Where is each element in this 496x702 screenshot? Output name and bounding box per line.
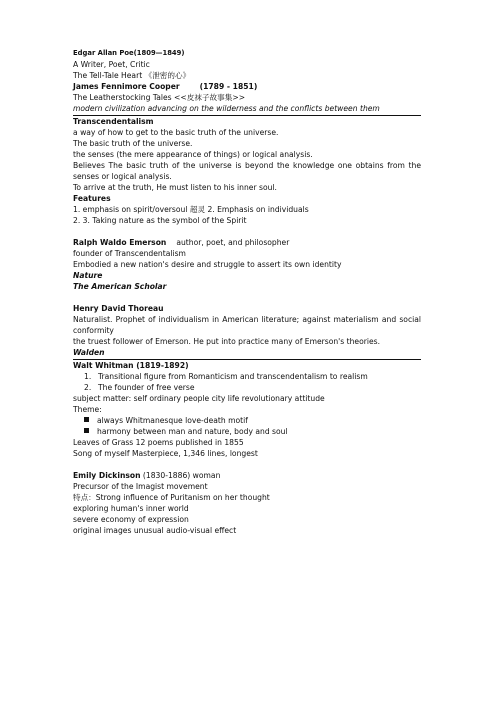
dickinson-line-1: Precursor of the Imagist movement — [73, 482, 208, 491]
transcendentalism-heading: Transcendentalism — [73, 117, 154, 126]
list-text: The founder of free verse — [98, 383, 195, 392]
transcendentalism-line-1: a way of how to get to the basic truth of the universe. — [73, 128, 279, 137]
spacer — [73, 226, 421, 237]
emerson-line-2: Embodied a new nation's desire and struggle to assert its own identity — [73, 260, 342, 269]
transcendentalism-line-3: the senses (the mere appearance of things) or logical analysis. — [73, 150, 313, 159]
square-bullet-icon — [84, 428, 89, 433]
whitman-theme-label: Theme: — [73, 405, 102, 414]
cooper-line-2: modern civilization advancing on the wilderness and the conflicts between them — [73, 104, 380, 113]
square-bullet-icon — [84, 417, 89, 422]
features-line-2: 2. 3. Taking nature as the symbol of the Spirit — [73, 216, 247, 225]
dickinson-line-5: original images unusual audio-visual effect — [73, 526, 237, 535]
whitman-bullet-2 — [73, 426, 421, 437]
dickinson-heading: Emily Dickinson — [73, 471, 141, 480]
emerson-work-2: The American Scholar — [73, 282, 167, 291]
list-number: 2. — [84, 383, 92, 392]
emerson-heading-row — [73, 237, 421, 248]
cooper-heading: James Fennimore Cooper — [73, 82, 180, 91]
poe-heading: Edgar Allan Poe(1809—1849) — [73, 49, 185, 57]
emerson-line-1: founder of Transcendentalism — [73, 249, 186, 258]
whitman-subject: subject matter: self ordinary people city life revolutionary attitude — [73, 394, 325, 403]
thoreau-heading: Henry David Thoreau — [73, 304, 164, 313]
thoreau-paragraph: Naturalist. Prophet of individualism in American literature; against materialism and social conformity — [73, 315, 421, 335]
thoreau-line: the truest follower of Emerson. He put into practice many of Emerson's theories. — [73, 337, 381, 346]
thoreau-work: Walden — [73, 348, 105, 357]
dickinson-line-3: exploring human's inner world — [73, 504, 189, 513]
whitman-bullet-1 — [73, 415, 421, 426]
cooper-line-1: The Leatherstocking Tales <<皮袜子故事集>> — [73, 93, 246, 102]
dickinson-heading-rest: (1830-1886) woman — [140, 471, 221, 480]
emerson-work-1: Nature — [73, 271, 103, 280]
dickinson-line-4: severe economy of expression — [73, 515, 189, 524]
document-body — [73, 48, 421, 536]
bullet-text: harmony between man and nature, body and soul — [97, 427, 288, 436]
whitman-leaves: Leaves of Grass 12 poems published in 1855 — [73, 438, 244, 447]
whitman-item-1 — [73, 371, 421, 382]
poe-line-1: A Writer, Poet, Critic — [73, 60, 150, 69]
emerson-role: author, poet, and philosopher — [176, 238, 290, 247]
features-heading: Features — [73, 194, 111, 203]
whitman-item-2 — [73, 382, 421, 393]
dickinson-line-2: 特点：Strong influence of Puritanism on her thought — [73, 493, 270, 502]
transcendentalism-line-after: To arrive at the truth, He must listen to his inner soul. — [73, 183, 277, 192]
spacer — [73, 459, 421, 470]
spacer — [73, 292, 421, 303]
list-number: 1. — [84, 372, 92, 381]
bullet-text: always Whitmanesque love-death motif — [97, 416, 248, 425]
dickinson-heading-row — [73, 470, 421, 481]
transcendentalism-paragraph: Believes The basic truth of the universe is beyond the knowledge one obtains from the senses or logical analysis. — [73, 161, 421, 181]
whitman-heading: Walt Whitman (1819-1892) — [73, 361, 189, 370]
whitman-song: Song of myself Masterpiece, 1,346 lines, longest — [73, 449, 258, 458]
transcendentalism-line-2: The basic truth of the universe. — [73, 139, 193, 148]
emerson-heading: Ralph Waldo Emerson — [73, 238, 167, 247]
list-text: Transitional figure from Romanticism and transcendentalism to realism — [98, 372, 368, 381]
cooper-heading-row — [73, 81, 421, 92]
features-line-1: 1. emphasis on spirit/oversoul 超灵 2. Emphasis on individuals — [73, 205, 309, 214]
poe-line-2: The Tell-Tale Heart 《泄密的心》 — [73, 71, 191, 80]
cooper-dates: (1789 - 1851) — [199, 82, 258, 91]
